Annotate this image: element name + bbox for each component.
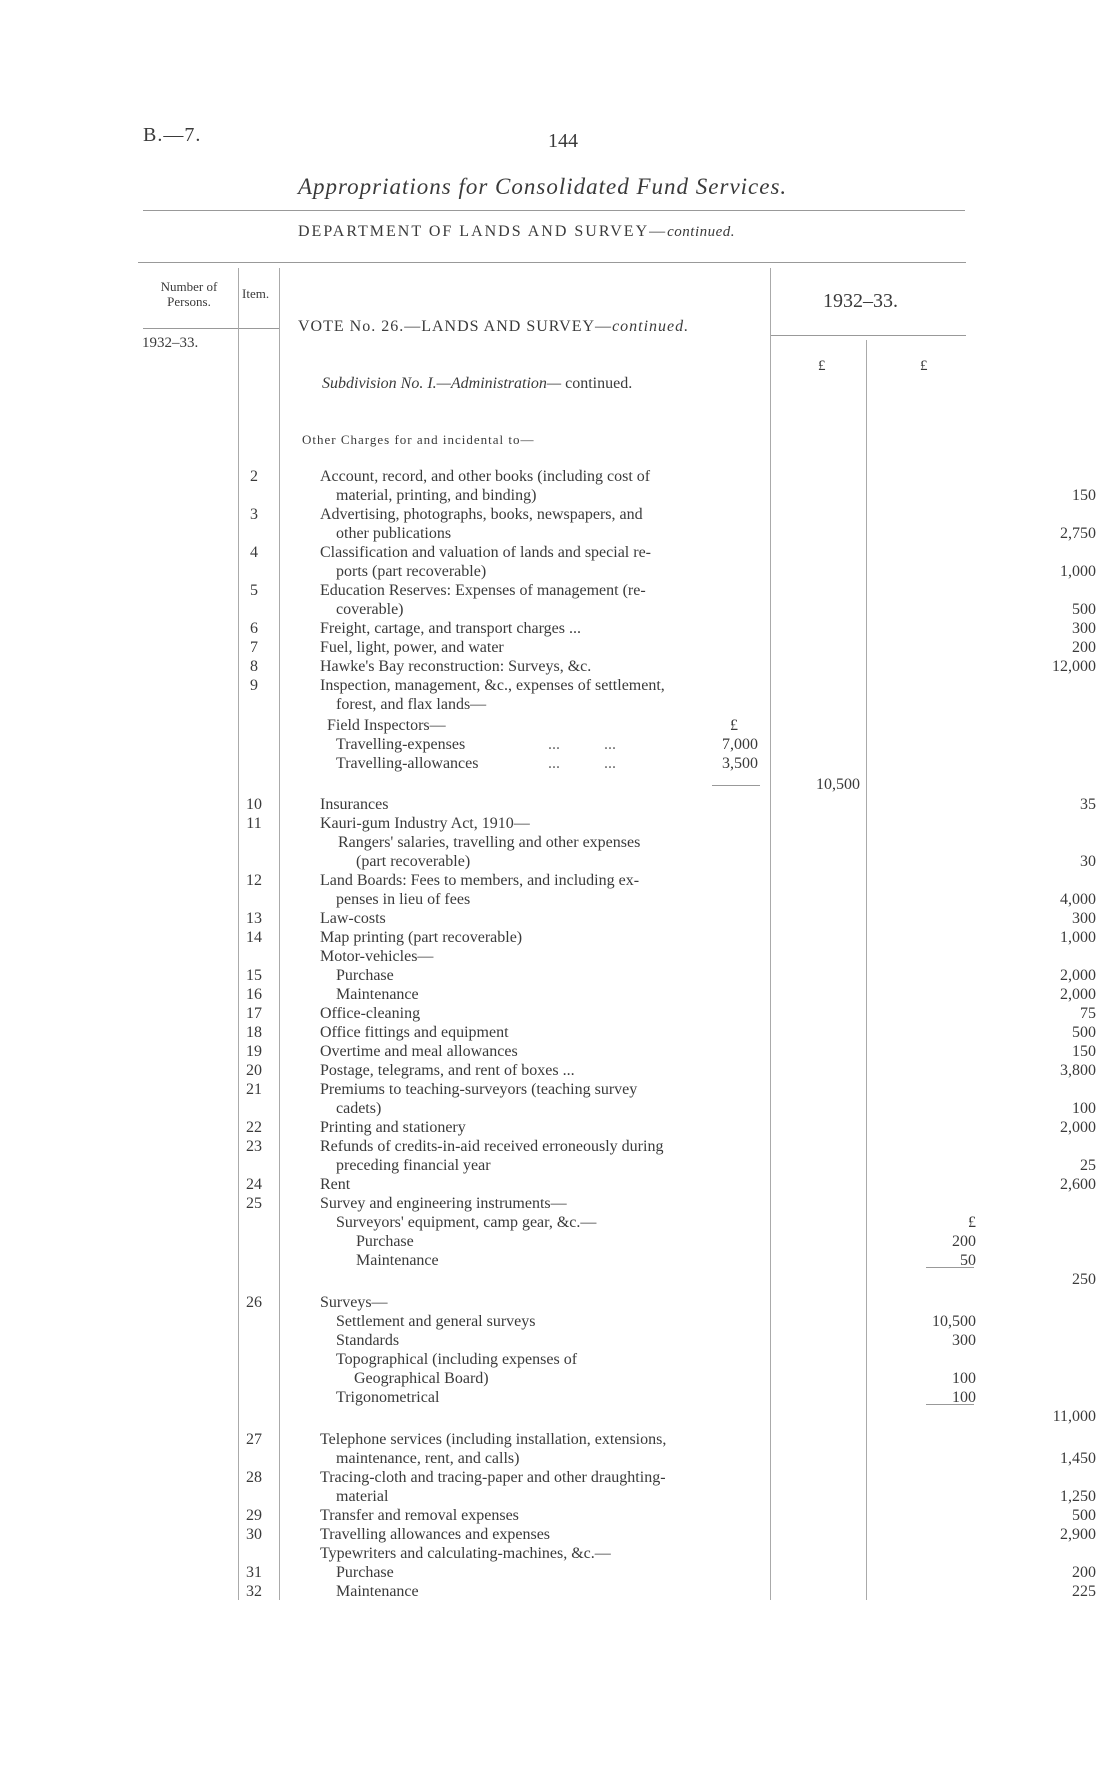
page-number: 144 <box>548 130 578 152</box>
item-amount: 500 <box>1072 1507 1096 1524</box>
line-item <box>236 1062 1096 1081</box>
item-amount: 4,000 <box>1060 891 1096 908</box>
item-amount: 225 <box>1072 1583 1096 1600</box>
dots: ... ... <box>548 755 616 772</box>
line-item <box>236 506 866 525</box>
item-description: Premiums to teaching-surveyors (teaching survey <box>320 1081 638 1098</box>
line-item <box>236 1332 976 1351</box>
item-description: Transfer and removal expenses <box>320 1507 519 1524</box>
line-item <box>236 1233 976 1252</box>
item-description: Motor-vehicles— <box>320 948 434 965</box>
pound-sign-2: £ <box>920 358 928 374</box>
item-description: Telephone services (including installation, extensions, <box>320 1431 667 1448</box>
item-description: Rent <box>320 1176 351 1193</box>
item-amount: 2,000 <box>1060 986 1096 1003</box>
line-item <box>236 929 1096 948</box>
item-description: Postage, telegrams, and rent of boxes ... <box>320 1062 575 1079</box>
item-number: 2 <box>250 468 258 485</box>
line-item <box>236 1545 866 1564</box>
item-description: Insurances <box>320 796 389 813</box>
col-rule-4 <box>866 340 867 1600</box>
item-description: Freight, cartage, and transport charges ... <box>320 620 581 637</box>
department-heading: DEPARTMENT OF LANDS AND SURVEY—continued. <box>298 223 736 240</box>
line-item <box>236 1176 1096 1195</box>
item-amount: 1,250 <box>1060 1488 1096 1505</box>
line-item <box>236 1043 1096 1062</box>
number-of-persons-header: Number of Persons. <box>160 279 218 309</box>
travelling-expenses: Travelling-expenses <box>336 736 466 753</box>
line-item <box>236 487 1096 506</box>
item-description: Travelling allowances and expenses <box>320 1526 551 1543</box>
subtotal-rule <box>926 1404 974 1405</box>
vote-heading: VOTE No. 26.—LANDS AND SURVEY—continued. <box>298 318 690 335</box>
item-amount: 30 <box>1080 853 1096 870</box>
item-amount: 150 <box>1072 487 1096 504</box>
item-number: 7 <box>250 639 258 656</box>
item-number: 22 <box>246 1119 262 1136</box>
item-number: 21 <box>246 1081 262 1098</box>
item-description: (part recoverable) <box>356 853 471 870</box>
item-description: Rangers' salaries, travelling and other expenses <box>338 834 641 851</box>
line-item <box>236 639 1096 658</box>
item-description: Maintenance <box>336 1583 419 1600</box>
year-right: 1932–33. <box>823 290 898 312</box>
item-amount: 500 <box>1072 1024 1096 1041</box>
item-number: 27 <box>246 1431 262 1448</box>
line-item <box>236 1214 976 1233</box>
table-top-rule <box>138 262 966 263</box>
line-item <box>236 1351 866 1370</box>
line-item <box>236 1024 1096 1043</box>
subdivision-heading: Subdivision No. I.—Administration— continued. <box>322 375 633 392</box>
line-item <box>236 1313 976 1332</box>
item-number: 15 <box>246 967 262 984</box>
line-item <box>236 1431 866 1450</box>
line-item <box>236 1294 866 1313</box>
item-number: 26 <box>246 1294 262 1311</box>
item-description: Purchase <box>336 1564 394 1581</box>
sub-amount: 10,500 <box>932 1313 976 1330</box>
line-item <box>236 986 1096 1005</box>
line-item <box>236 1081 866 1100</box>
item-description: Refunds of credits-in-aid received erroneously during <box>320 1138 664 1155</box>
item-number: 5 <box>250 582 258 599</box>
line-item <box>236 1100 1096 1119</box>
item-amount: 500 <box>1072 601 1096 618</box>
item-amount: 300 <box>1072 910 1096 927</box>
item-description: Education Reserves: Expenses of management (re- <box>320 582 646 599</box>
item-description: Maintenance <box>356 1252 439 1269</box>
item-description: Office-cleaning <box>320 1005 421 1022</box>
item-amount: 75 <box>1080 1005 1096 1022</box>
item-description: forest, and flax lands— <box>336 696 487 713</box>
line-item <box>236 967 1096 986</box>
line-item <box>236 1138 866 1157</box>
item-number: 32 <box>246 1583 262 1600</box>
line-item <box>236 696 866 715</box>
travelling-expenses-amount: 7,000 <box>722 736 758 753</box>
item-number: 12 <box>246 872 262 889</box>
item-number: 14 <box>246 929 262 946</box>
item-amount: 1,000 <box>1060 563 1096 580</box>
line-item <box>236 1370 976 1389</box>
sub-amount: 50 <box>960 1252 976 1269</box>
item-description: penses in lieu of fees <box>336 891 471 908</box>
item-description: ports (part recoverable) <box>336 563 487 580</box>
item-number: 11 <box>246 815 262 832</box>
item-amount: 2,000 <box>1060 1119 1096 1136</box>
item-number: 4 <box>250 544 258 561</box>
line-item <box>236 1507 1096 1526</box>
item-description: other publications <box>336 525 452 542</box>
item-description: Fuel, light, power, and water <box>320 639 504 656</box>
dots: ... ... <box>548 736 616 753</box>
item-description: Office fittings and equipment <box>320 1024 509 1041</box>
item-description: Surveys— <box>320 1294 388 1311</box>
item-description: Maintenance <box>336 986 419 1003</box>
item-amount: 2,600 <box>1060 1176 1096 1193</box>
line-item <box>236 1005 1096 1024</box>
line-item <box>236 834 866 853</box>
document-reference: B.—7. <box>143 124 202 146</box>
item-description: Survey and engineering instruments— <box>320 1195 567 1212</box>
line-item <box>236 1450 1096 1469</box>
pound-sign-1: £ <box>818 358 826 374</box>
item-amount: 200 <box>1072 1564 1096 1581</box>
field-inspectors-pound: £ <box>730 717 738 734</box>
line-item <box>236 658 1096 677</box>
line-item <box>236 1469 866 1488</box>
item-description: cadets) <box>336 1100 382 1117</box>
other-charges-heading: Other Charges for and incidental to— <box>302 432 535 447</box>
line-item <box>236 677 866 696</box>
sub-amount: 300 <box>952 1332 976 1349</box>
line-item <box>236 525 1096 544</box>
item-amount: 2,900 <box>1060 1526 1096 1543</box>
title-rule <box>143 210 965 211</box>
item-amount: 25 <box>1080 1157 1096 1174</box>
item-amount: 100 <box>1072 1100 1096 1117</box>
sub-amount: 100 <box>952 1370 976 1387</box>
item-number: 17 <box>246 1005 262 1022</box>
item-number: 25 <box>246 1195 262 1212</box>
subtotal-rule <box>926 1267 974 1268</box>
item-description: Typewriters and calculating-machines, &c.— <box>320 1545 611 1562</box>
item-number: 9 <box>250 677 258 694</box>
line-item <box>236 1408 1096 1427</box>
item-number: 8 <box>250 658 258 675</box>
line-item <box>236 582 866 601</box>
item-description: coverable) <box>336 601 404 618</box>
line-item <box>236 948 866 967</box>
year-rule <box>770 335 966 336</box>
item-amount: 1,000 <box>1060 929 1096 946</box>
item-number: 29 <box>246 1507 262 1524</box>
item-number: 10 <box>246 796 262 813</box>
item-header: Item. <box>242 286 270 301</box>
item-number: 18 <box>246 1024 262 1041</box>
line-item <box>236 815 866 834</box>
item-description: Settlement and general surveys <box>336 1313 536 1330</box>
line-item <box>236 544 866 563</box>
sub-amount: 100 <box>952 1389 976 1406</box>
item-amount: 300 <box>1072 620 1096 637</box>
line-item <box>236 910 1096 929</box>
line-item <box>236 563 1096 582</box>
field-inspectors-total: 10,500 <box>816 776 860 793</box>
item-description: Advertising, photographs, books, newspapers, and <box>320 506 643 523</box>
line-item <box>236 468 866 487</box>
year-left: 1932–33. <box>142 335 199 351</box>
item-number: 23 <box>246 1138 262 1155</box>
travelling-allowances-amount: 3,500 <box>722 755 758 772</box>
item-description: Topographical (including expenses of <box>336 1351 578 1368</box>
line-item <box>236 601 1096 620</box>
item-number: 19 <box>246 1043 262 1060</box>
item-number: 6 <box>250 620 258 637</box>
item-description: Standards <box>336 1332 400 1349</box>
item-description: Purchase <box>336 967 394 984</box>
item-description: Account, record, and other books (including cost of <box>320 468 651 485</box>
item-description: maintenance, rent, and calls) <box>336 1450 520 1467</box>
field-inspectors-label: Field Inspectors— <box>327 717 446 734</box>
header-underline <box>143 328 279 329</box>
page-title: Appropriations for Consolidated Fund Services. <box>298 174 788 199</box>
item-amount: 12,000 <box>1052 658 1096 675</box>
line-item <box>236 1157 1096 1176</box>
item-description: Overtime and meal allowances <box>320 1043 518 1060</box>
item-description: Land Boards: Fees to members, and including ex- <box>320 872 640 889</box>
item-number: 13 <box>246 910 262 927</box>
item-description: Tracing-cloth and tracing-paper and other draughting- <box>320 1469 666 1486</box>
item-number: 24 <box>246 1176 262 1193</box>
item-description: preceding financial year <box>336 1157 491 1174</box>
item-description: Geographical Board) <box>354 1370 489 1387</box>
line-item <box>236 1488 1096 1507</box>
line-item <box>236 1526 1096 1545</box>
item-description: Trigonometrical <box>336 1389 440 1406</box>
sub-amount: £ <box>968 1214 976 1231</box>
line-item <box>236 853 1096 872</box>
item-amount: 2,000 <box>1060 967 1096 984</box>
subtotal-rule <box>712 785 760 786</box>
line-item <box>236 1252 976 1271</box>
item-amount: 250 <box>1072 1271 1096 1288</box>
line-item <box>236 796 1096 815</box>
item-number: 28 <box>246 1469 262 1486</box>
item-amount: 150 <box>1072 1043 1096 1060</box>
item-description: Surveyors' equipment, camp gear, &c.— <box>336 1214 597 1231</box>
item-amount: 35 <box>1080 796 1096 813</box>
item-amount: 1,450 <box>1060 1450 1096 1467</box>
sub-amount: 200 <box>952 1233 976 1250</box>
line-item <box>236 891 1096 910</box>
travelling-allowances: Travelling-allowances <box>336 755 479 772</box>
line-item <box>236 1389 976 1408</box>
line-item <box>236 1271 1096 1290</box>
item-number: 3 <box>250 506 258 523</box>
line-item <box>236 1564 1096 1583</box>
line-item <box>236 1195 866 1214</box>
item-number: 20 <box>246 1062 262 1079</box>
item-description: Printing and stationery <box>320 1119 466 1136</box>
item-description: Map printing (part recoverable) <box>320 929 523 946</box>
item-amount: 200 <box>1072 639 1096 656</box>
item-number: 30 <box>246 1526 262 1543</box>
item-description: Inspection, management, &c., expenses of settlement, <box>320 677 665 694</box>
item-description: Law-costs <box>320 910 386 927</box>
item-number: 16 <box>246 986 262 1003</box>
item-amount: 11,000 <box>1052 1408 1096 1425</box>
item-description: material, printing, and binding) <box>336 487 537 504</box>
item-description: Kauri-gum Industry Act, 1910— <box>320 815 530 832</box>
item-description: Hawke's Bay reconstruction: Surveys, &c. <box>320 658 592 675</box>
item-description: Purchase <box>356 1233 414 1250</box>
line-item <box>236 620 1096 639</box>
line-item <box>236 1583 1096 1602</box>
item-description: material <box>336 1488 389 1505</box>
line-item <box>236 872 866 891</box>
item-description: Classification and valuation of lands and special re- <box>320 544 652 561</box>
item-amount: 3,800 <box>1060 1062 1096 1079</box>
line-item <box>236 1119 1096 1138</box>
item-amount: 2,750 <box>1060 525 1096 542</box>
item-number: 31 <box>246 1564 262 1581</box>
